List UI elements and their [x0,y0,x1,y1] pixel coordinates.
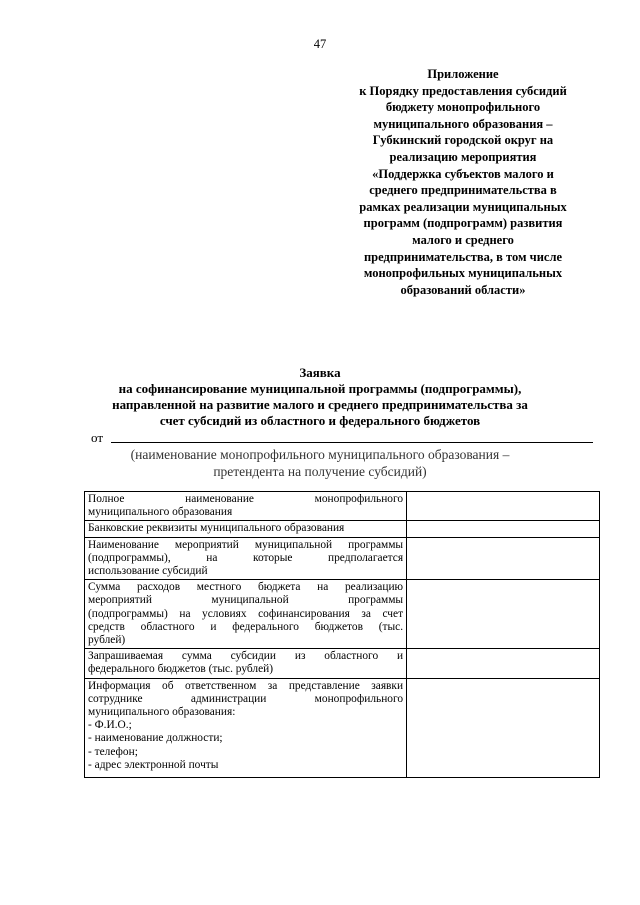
appendix-line: образований области» [400,282,526,297]
label-line: мероприятий муниципальной программы [88,594,404,607]
table-row [85,649,600,678]
appendix-line: среднего предпринимательства в [369,183,557,198]
row-value-requested-subsidy[interactable] [407,649,600,678]
from-field[interactable] [91,430,593,446]
appendix-line: Приложение [427,67,499,81]
from-fill-line[interactable] [111,442,593,443]
request-subtitle-line: счет субсидий из областного и федерального бюджетов [159,413,481,428]
request-subtitle-line: направленной на развитие малого и среднего предпринимательства за [112,397,528,412]
row-label-activities [85,537,407,580]
row-value-local-budget[interactable] [407,580,600,649]
table-row [85,580,600,649]
appendix-line: «Поддержка субъектов малого и [372,166,554,181]
request-subtitle-line: на софинансирование муниципальной программы (подпрограммы), [118,381,522,396]
row-value-activities[interactable] [407,537,600,580]
label-line: (подпрограммы) на условиях софинансирования за счет [88,607,404,620]
table-row [85,492,600,521]
label-line: средств областного и федерального бюджетов (тыс. [88,620,404,633]
label-line: - адрес электронной почты [88,758,219,771]
row-label-local-budget [85,580,407,649]
row-label-requested-subsidy [85,649,407,678]
request-heading [0,365,640,429]
table-row [85,678,600,777]
page-number: 47 [313,37,327,51]
row-label-responsible-person [85,678,407,777]
appendix-line: реализацию мероприятия [389,149,537,164]
label-line: федерального бюджетов (тыс. рублей) [88,663,274,676]
appendix-line: рамках реализации муниципальных [359,199,567,214]
application-form-table [84,491,600,778]
from-caption [0,446,640,480]
caption-line: претендента на получение субсидий) [213,464,427,479]
table-row [85,521,600,537]
label-line: Полное наименование монопрофильного [88,493,404,505]
label-line: рублей) [88,634,126,647]
caption-line: (наименование монопрофильного муниципального образования – [130,447,510,462]
label-line: Банковские реквизиты муниципального образования [88,522,345,535]
label-line: - наименование должности; [88,732,223,745]
request-title: Заявка [299,365,341,380]
appendix-header [322,66,604,298]
label-line: Наименование мероприятий муниципальной программы [88,538,404,551]
row-label-bank-details [85,521,407,537]
label-line: Сумма расходов местного бюджета на реализацию [88,581,404,594]
row-value-full-name[interactable] [407,492,600,521]
row-value-bank-details[interactable] [407,521,600,537]
appendix-line: муниципального образования – [373,116,553,131]
label-line: Запрашиваемая сумма субсидии из областного и [88,650,404,663]
label-line: - Ф.И.О.; [88,719,132,732]
appendix-line: Губкинский городской округ на [372,133,554,148]
label-line: сотруднике администрации монопрофильного [88,692,404,705]
label-line: - телефон; [88,745,138,758]
label-line: использование субсидий [88,565,208,578]
appendix-line: предпринимательства, в том числе [363,249,563,264]
table-row [85,537,600,580]
label-line: Информация об ответственном за представление заявки [88,679,404,692]
row-value-responsible-person[interactable] [407,678,600,777]
appendix-line: монопрофильных муниципальных [363,266,563,281]
label-line: муниципального образования [88,506,233,519]
from-label: от [91,430,104,445]
label-line: (подпрограммы), на которые предполагается [88,551,404,564]
label-line: муниципального образования: [88,706,236,719]
appendix-line: к Порядку предоставления субсидий [359,83,567,98]
appendix-line: малого и среднего [412,232,514,247]
row-label-full-name [85,492,407,521]
appendix-line: программ (подпрограмм) развития [363,216,563,231]
appendix-line: бюджету монопрофильного [385,100,541,115]
